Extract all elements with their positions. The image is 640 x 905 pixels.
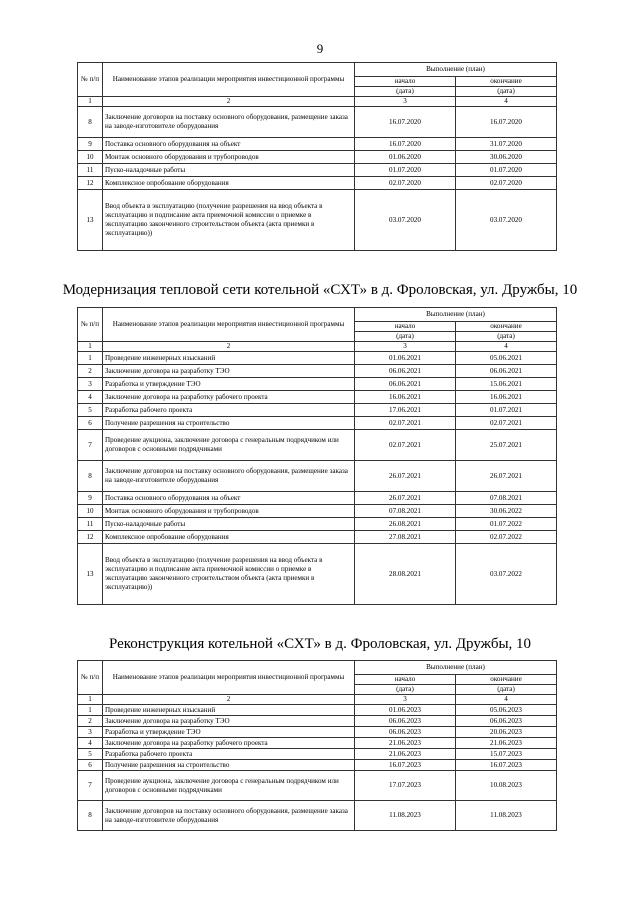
stage-name: Комплексное опробование оборудования <box>103 177 355 190</box>
header-execution-plan: Выполнение (план) <box>355 661 557 675</box>
stage-name: Комплексное опробование оборудования <box>103 531 355 544</box>
table-row <box>78 749 557 760</box>
row-number: 3 <box>78 378 103 391</box>
end-date: 05.06.2021 <box>456 352 557 365</box>
stage-name: Пуско-наладочные работы <box>103 518 355 531</box>
end-date: 15.06.2021 <box>456 378 557 391</box>
header-end-date: (дата) <box>456 685 557 695</box>
stage-name: Заключение договора на разработку ТЭО <box>103 365 355 378</box>
start-date: 26.08.2021 <box>355 518 456 531</box>
start-date: 02.07.2020 <box>355 177 456 190</box>
row-number: 7 <box>78 771 103 801</box>
stage-name: Получение разрешения на строительство <box>103 760 355 771</box>
start-date: 02.07.2021 <box>355 417 456 430</box>
column-index-row <box>78 97 557 107</box>
end-date: 10.08.2023 <box>456 771 557 801</box>
start-date: 16.07.2023 <box>355 760 456 771</box>
stage-name: Проведение аукциона, заключение договора с генеральным подрядчиком или договоров с основными подрядчиками <box>103 771 355 801</box>
column-index: 4 <box>456 97 557 107</box>
start-date: 06.06.2023 <box>355 716 456 727</box>
header-start-date: (дата) <box>355 685 456 695</box>
stage-name: Ввод объекта в эксплуатацию (получение разрешения на ввод объекта в эксплуатацию и подписание акта приемочной комиссии о приемке в эксплуатацию законченного строительством объекта (акта приемки в эксплуатацию)) <box>103 544 355 605</box>
end-date: 01.07.2020 <box>456 164 557 177</box>
table-row <box>78 727 557 738</box>
end-date: 03.07.2022 <box>456 544 557 605</box>
stage-name: Монтаж основного оборудования и трубопроводов <box>103 505 355 518</box>
column-index: 1 <box>78 342 103 352</box>
row-number: 7 <box>78 430 103 461</box>
table-row <box>78 404 557 417</box>
table-row <box>78 151 557 164</box>
table-row <box>78 190 557 251</box>
table-row <box>78 518 557 531</box>
header-row <box>78 661 557 675</box>
table-row <box>78 365 557 378</box>
stage-name: Разработка и утверждение ТЭО <box>103 727 355 738</box>
column-index: 3 <box>355 695 456 705</box>
end-date: 25.07.2021 <box>456 430 557 461</box>
row-number: 2 <box>78 716 103 727</box>
schedule-table-heating-network <box>77 307 557 605</box>
row-number: 5 <box>78 404 103 417</box>
table-row <box>78 760 557 771</box>
end-date: 31.07.2020 <box>456 138 557 151</box>
header-execution-plan: Выполнение (план) <box>355 63 557 77</box>
start-date: 03.07.2020 <box>355 190 456 251</box>
column-index: 2 <box>103 97 355 107</box>
header-execution-plan: Выполнение (план) <box>355 308 557 322</box>
section-title-heating-network: Модернизация тепловой сети котельной «СХТ» в д. Фроловская, ул. Дружбы, 10 <box>62 282 578 298</box>
row-number: 6 <box>78 760 103 771</box>
stage-name: Заключение договоров на поставку основного оборудования, размещение заказа на заводе-изготовителе оборудования <box>103 461 355 492</box>
table-row <box>78 771 557 801</box>
table-row <box>78 531 557 544</box>
table-row <box>78 738 557 749</box>
row-number: 1 <box>78 352 103 365</box>
end-date: 16.07.2023 <box>456 760 557 771</box>
header-end: окончание <box>456 322 557 332</box>
row-number: 9 <box>78 138 103 151</box>
table-row <box>78 492 557 505</box>
end-date: 20.06.2023 <box>456 727 557 738</box>
start-date: 21.06.2023 <box>355 749 456 760</box>
column-index-row <box>78 342 557 352</box>
table-row <box>78 164 557 177</box>
stage-name: Разработка и утверждение ТЭО <box>103 378 355 391</box>
stage-name: Ввод объекта в эксплуатацию (получение разрешения на ввод объекта в эксплуатацию и подписание акта приемочной комиссии о приемке в эксплуатацию законченного строительством объекта (акта приемки в эксплуатацию)) <box>103 190 355 251</box>
header-end: окончание <box>456 77 557 87</box>
start-date: 16.07.2020 <box>355 138 456 151</box>
header-row <box>78 63 557 77</box>
stage-name: Поставка основного оборудования на объект <box>103 492 355 505</box>
table-row <box>78 461 557 492</box>
header-start: начало <box>355 675 456 685</box>
header-end-date: (дата) <box>456 332 557 342</box>
end-date: 30.06.2020 <box>456 151 557 164</box>
table-row <box>78 391 557 404</box>
start-date: 01.07.2020 <box>355 164 456 177</box>
stage-name: Разработка рабочего проекта <box>103 404 355 417</box>
start-date: 01.06.2023 <box>355 705 456 716</box>
end-date: 03.07.2020 <box>456 190 557 251</box>
end-date: 06.06.2023 <box>456 716 557 727</box>
start-date: 02.07.2021 <box>355 430 456 461</box>
table-row <box>78 138 557 151</box>
header-num: № п/п <box>78 661 103 695</box>
column-index: 4 <box>456 695 557 705</box>
row-number: 12 <box>78 531 103 544</box>
column-index: 1 <box>78 695 103 705</box>
end-date: 30.06.2022 <box>456 505 557 518</box>
row-number: 4 <box>78 738 103 749</box>
end-date: 07.08.2021 <box>456 492 557 505</box>
row-number: 8 <box>78 107 103 138</box>
start-date: 26.07.2021 <box>355 492 456 505</box>
stage-name: Проведение инженерных изысканий <box>103 705 355 716</box>
column-index: 2 <box>103 342 355 352</box>
column-index: 2 <box>103 695 355 705</box>
header-end: окончание <box>456 675 557 685</box>
column-index-row <box>78 695 557 705</box>
stage-name: Проведение аукциона, заключение договора с генеральным подрядчиком или договоров с основными подрядчиками <box>103 430 355 461</box>
header-start: начало <box>355 322 456 332</box>
start-date: 17.06.2021 <box>355 404 456 417</box>
header-start-date: (дата) <box>355 87 456 97</box>
page-number: 9 <box>316 41 324 56</box>
column-index: 3 <box>355 97 456 107</box>
end-date: 02.07.2020 <box>456 177 557 190</box>
header-start-date: (дата) <box>355 332 456 342</box>
header-row <box>78 308 557 322</box>
end-date: 11.08.2023 <box>456 801 557 831</box>
start-date: 26.07.2021 <box>355 461 456 492</box>
start-date: 17.07.2023 <box>355 771 456 801</box>
row-number: 1 <box>78 705 103 716</box>
table-row <box>78 107 557 138</box>
end-date: 05.06.2023 <box>456 705 557 716</box>
header-stage: Наименование этапов реализации мероприятия инвестиционной программы <box>103 63 355 97</box>
table-row <box>78 177 557 190</box>
end-date: 01.07.2022 <box>456 518 557 531</box>
row-number: 13 <box>78 544 103 605</box>
row-number: 10 <box>78 151 103 164</box>
end-date: 16.07.2020 <box>456 107 557 138</box>
start-date: 16.07.2020 <box>355 107 456 138</box>
row-number: 8 <box>78 461 103 492</box>
header-end-date: (дата) <box>456 87 557 97</box>
table-row <box>78 716 557 727</box>
start-date: 06.06.2021 <box>355 365 456 378</box>
end-date: 26.07.2021 <box>456 461 557 492</box>
start-date: 01.06.2021 <box>355 352 456 365</box>
stage-name: Заключение договоров на поставку основного оборудования, размещение заказа на заводе-изготовителе оборудования <box>103 801 355 831</box>
end-date: 01.07.2021 <box>456 404 557 417</box>
stage-name: Заключение договоров на поставку основного оборудования, размещение заказа на заводе-изготовителе оборудования <box>103 107 355 138</box>
table-row <box>78 705 557 716</box>
stage-name: Получение разрешения на строительство <box>103 417 355 430</box>
header-num: № п/п <box>78 63 103 97</box>
table-row <box>78 430 557 461</box>
end-date: 16.06.2021 <box>456 391 557 404</box>
end-date: 02.07.2021 <box>456 417 557 430</box>
start-date: 06.06.2021 <box>355 378 456 391</box>
table-row <box>78 801 557 831</box>
header-start: начало <box>355 77 456 87</box>
start-date: 11.08.2023 <box>355 801 456 831</box>
row-number: 11 <box>78 164 103 177</box>
table-row <box>78 352 557 365</box>
start-date: 06.06.2023 <box>355 727 456 738</box>
row-number: 13 <box>78 190 103 251</box>
start-date: 28.08.2021 <box>355 544 456 605</box>
schedule-table-boiler-reconstruction <box>77 660 557 831</box>
stage-name: Заключение договора на разработку ТЭО <box>103 716 355 727</box>
row-number: 2 <box>78 365 103 378</box>
column-index: 3 <box>355 342 456 352</box>
end-date: 06.06.2021 <box>456 365 557 378</box>
table-row <box>78 417 557 430</box>
row-number: 9 <box>78 492 103 505</box>
stage-name: Проведение инженерных изысканий <box>103 352 355 365</box>
header-stage: Наименование этапов реализации мероприятия инвестиционной программы <box>103 661 355 695</box>
header-num: № п/п <box>78 308 103 342</box>
end-date: 02.07.2022 <box>456 531 557 544</box>
row-number: 8 <box>78 801 103 831</box>
table-row <box>78 544 557 605</box>
row-number: 4 <box>78 391 103 404</box>
stage-name: Заключение договора на разработку рабочего проекта <box>103 391 355 404</box>
column-index: 1 <box>78 97 103 107</box>
start-date: 21.06.2023 <box>355 738 456 749</box>
start-date: 01.06.2020 <box>355 151 456 164</box>
start-date: 27.08.2021 <box>355 531 456 544</box>
header-stage: Наименование этапов реализации мероприятия инвестиционной программы <box>103 308 355 342</box>
start-date: 16.06.2021 <box>355 391 456 404</box>
end-date: 15.07.2023 <box>456 749 557 760</box>
end-date: 21.06.2023 <box>456 738 557 749</box>
stage-name: Поставка основного оборудования на объект <box>103 138 355 151</box>
section-title-boiler-reconstruction: Реконструкция котельной «СХТ» в д. Фроловская, ул. Дружбы, 10 <box>108 636 532 652</box>
stage-name: Разработка рабочего проекта <box>103 749 355 760</box>
stage-name: Заключение договора на разработку рабочего проекта <box>103 738 355 749</box>
start-date: 07.08.2021 <box>355 505 456 518</box>
stage-name: Пуско-наладочные работы <box>103 164 355 177</box>
row-number: 12 <box>78 177 103 190</box>
schedule-table-continued <box>77 62 557 251</box>
stage-name: Монтаж основного оборудования и трубопроводов <box>103 151 355 164</box>
row-number: 3 <box>78 727 103 738</box>
row-number: 11 <box>78 518 103 531</box>
column-index: 4 <box>456 342 557 352</box>
row-number: 10 <box>78 505 103 518</box>
table-row <box>78 378 557 391</box>
row-number: 5 <box>78 749 103 760</box>
row-number: 6 <box>78 417 103 430</box>
table-row <box>78 505 557 518</box>
